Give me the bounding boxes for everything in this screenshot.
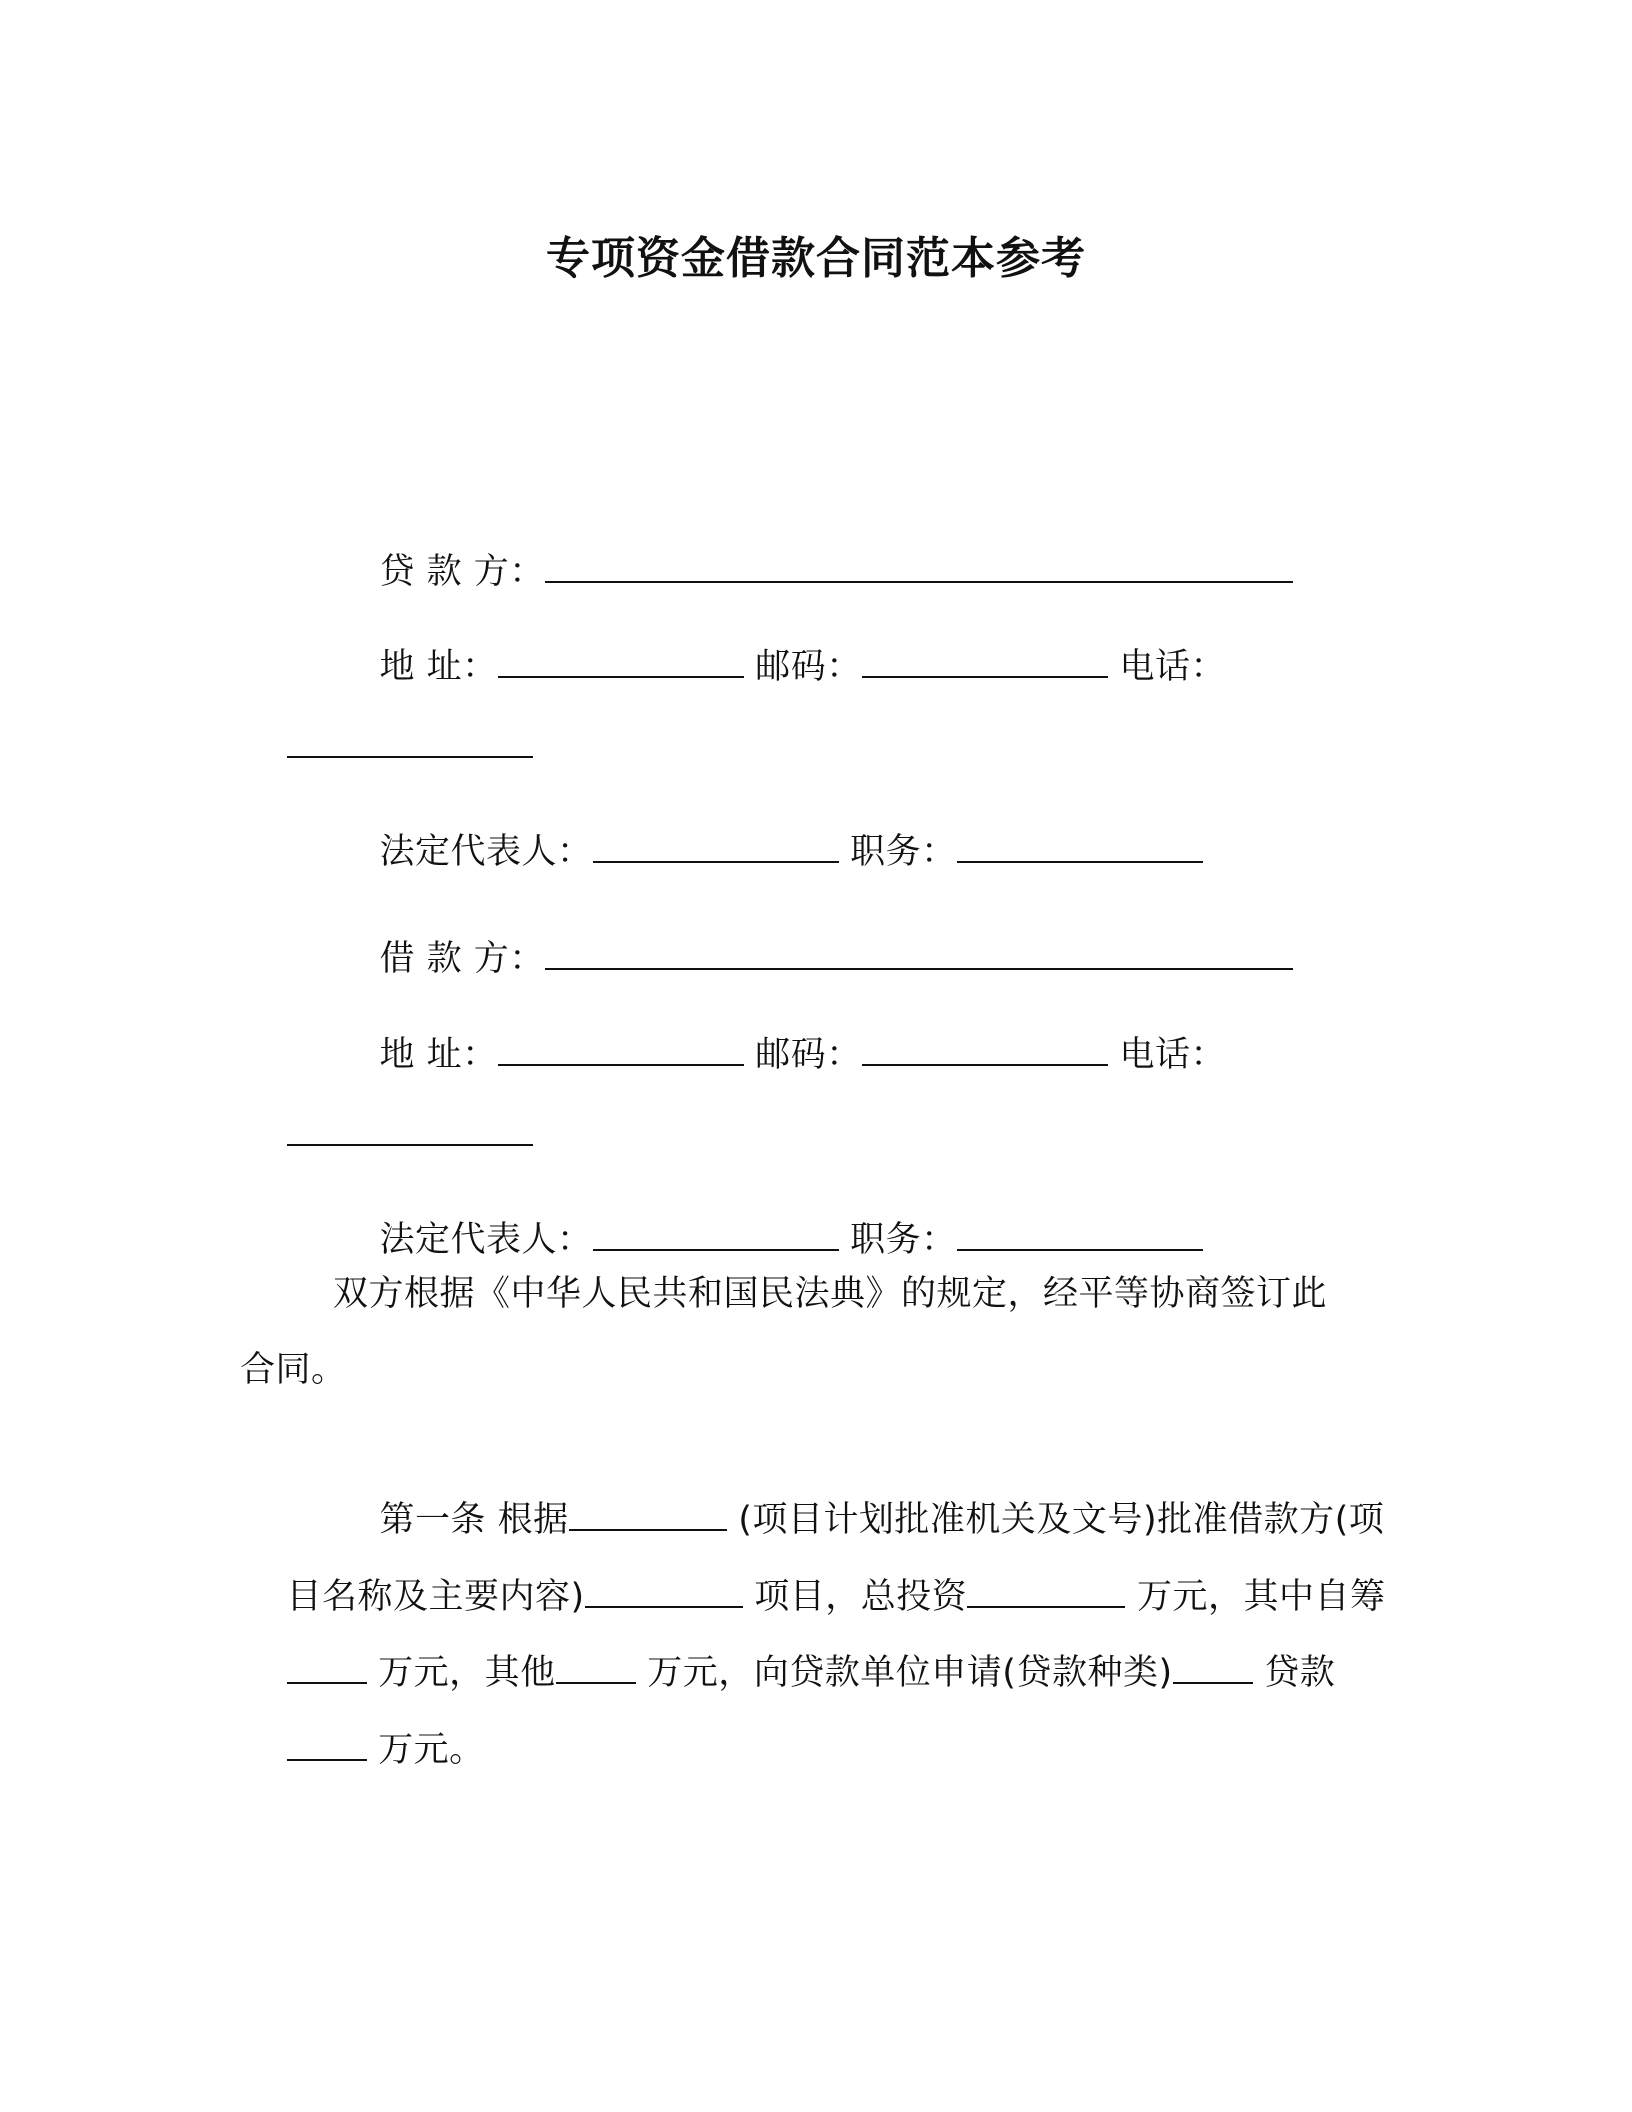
- document-title: 专项资金借款合同范本参考: [546, 233, 1086, 284]
- article1-blank-other: [556, 1650, 636, 1684]
- article1-text-1: (项目计划批准机关及文号)批准借款方(项: [726, 1500, 1385, 1540]
- lender-name-blank: [545, 549, 1293, 583]
- lender-position-label: 职务：: [850, 832, 957, 872]
- article1-blank-self-raised: [287, 1650, 367, 1684]
- lender-address-blank: [498, 644, 744, 678]
- borrower-address-blank: [498, 1032, 744, 1066]
- lender-postcode-label: 邮码：: [755, 647, 862, 687]
- lender-position-blank: [957, 829, 1203, 863]
- article1-text-2: 目名称及主要内容): [286, 1577, 585, 1617]
- article1-text-4: 万元，其中自筹: [1125, 1577, 1386, 1617]
- borrower-rep-label: 法定代表人：: [379, 1220, 593, 1260]
- article1-line-4: [240, 1683, 485, 1816]
- borrower-postcode-label: 邮码：: [755, 1035, 862, 1075]
- article1-text-5: 万元，其他: [366, 1653, 556, 1693]
- lender-address-label: 地 址：: [379, 647, 498, 687]
- lender-phone-blank: [287, 724, 533, 758]
- lender-phone-label: 电话：: [1119, 647, 1226, 687]
- article1-text-7: 贷款: [1252, 1653, 1336, 1693]
- lender-postcode-blank: [862, 644, 1108, 678]
- article1-blank-loan-amount: [287, 1727, 367, 1761]
- borrower-position-label: 职务：: [850, 1220, 957, 1260]
- borrower-name-blank: [545, 936, 1293, 970]
- article1-text-8: 万元。: [366, 1730, 485, 1770]
- borrower-postcode-blank: [862, 1032, 1108, 1066]
- article1-text-6: 万元，向贷款单位申请(贷款种类): [635, 1653, 1173, 1693]
- article1-blank-investment: [967, 1574, 1125, 1608]
- article1-blank-loan-type: [1173, 1650, 1253, 1684]
- intro-line-1: 双方根据《中华人民共和国民法典》的规定，经平等协商签订此: [333, 1274, 1328, 1314]
- article1-head: 第一条 根据: [379, 1500, 569, 1540]
- borrower-phone-blank: [287, 1112, 533, 1146]
- lender-rep-label: 法定代表人：: [379, 832, 593, 872]
- borrower-label: 借 款 方：: [379, 939, 545, 979]
- borrower-position-blank: [957, 1217, 1203, 1251]
- lender-label: 贷 款 方：: [379, 552, 545, 592]
- intro-line-2: 合同。: [240, 1350, 347, 1390]
- article1-blank-approval: [569, 1497, 727, 1531]
- borrower-rep-blank: [593, 1217, 839, 1251]
- article1-text-3: 项目，总投资: [742, 1577, 968, 1617]
- lender-rep-blank: [593, 829, 839, 863]
- borrower-phone-label: 电话：: [1119, 1035, 1226, 1075]
- article1-blank-project: [585, 1574, 743, 1608]
- borrower-address-label: 地 址：: [379, 1035, 498, 1075]
